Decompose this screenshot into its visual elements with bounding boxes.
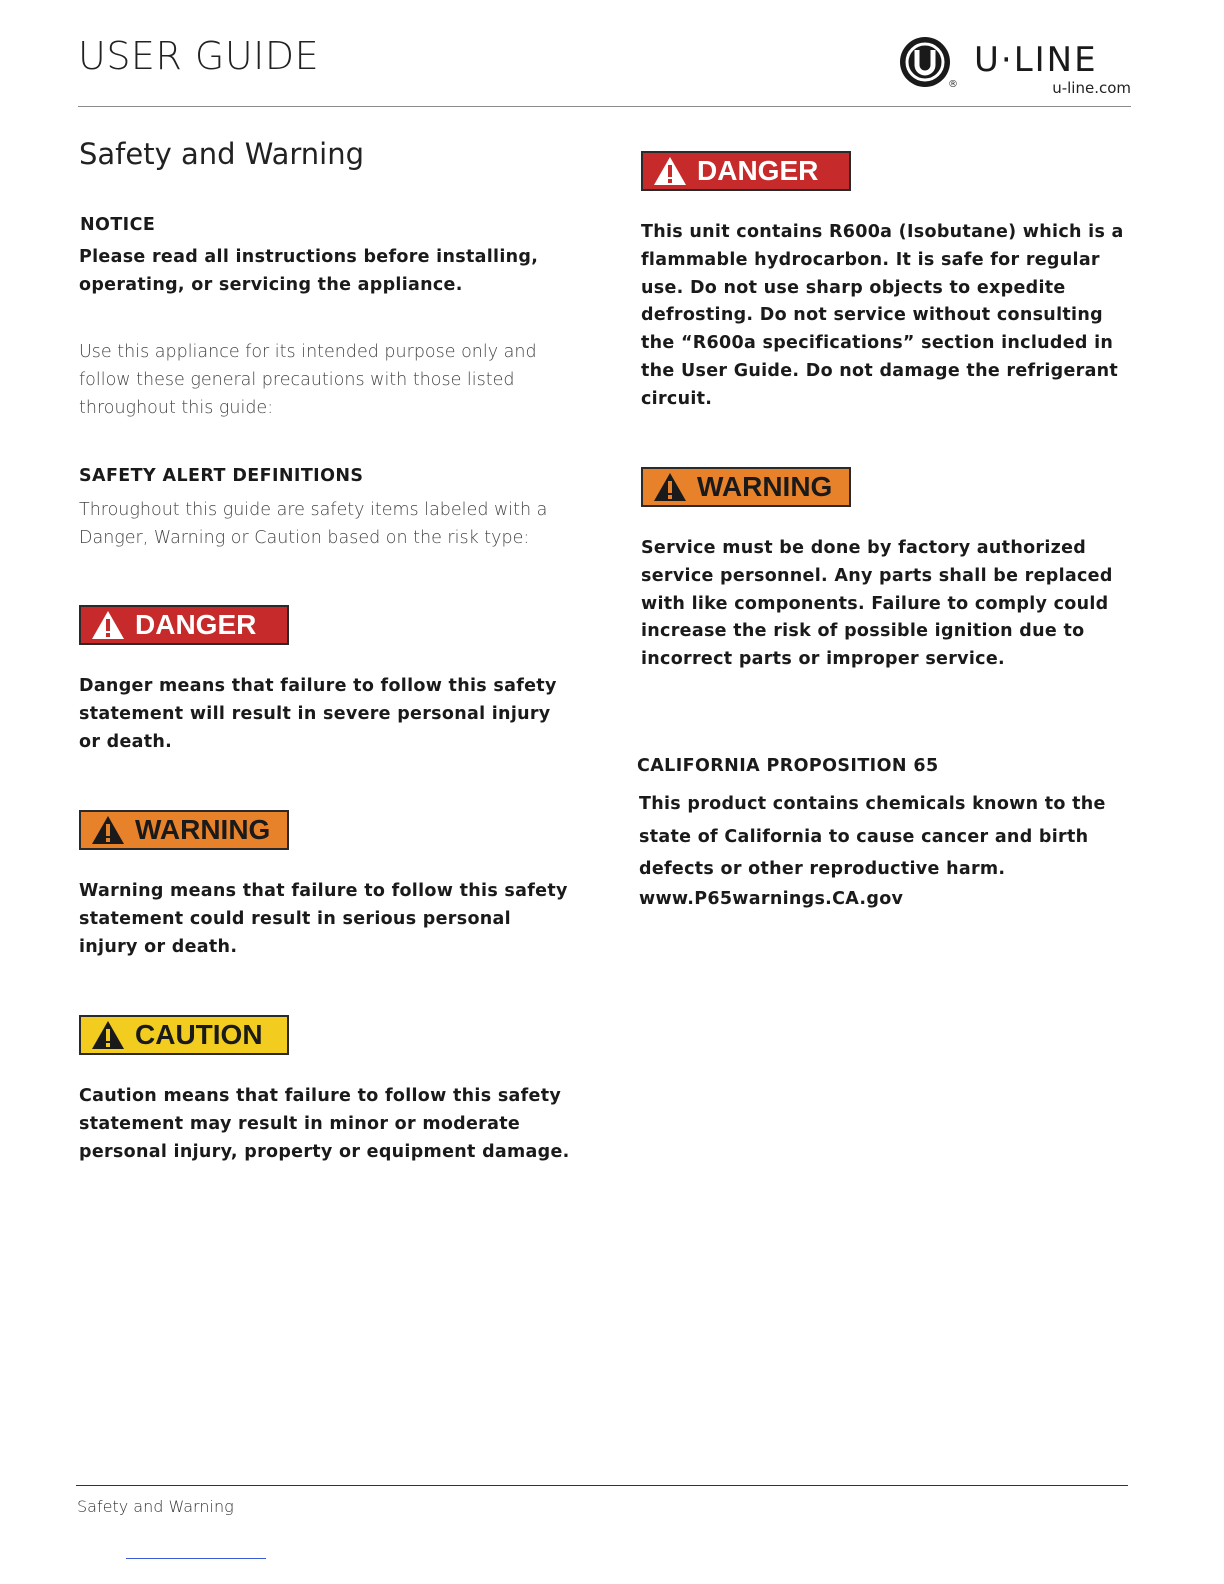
definitions-label: SAFETY ALERT DEFINITIONS — [79, 466, 364, 486]
registered-mark: ® — [948, 79, 958, 90]
brand-url[interactable]: u-line.com — [1052, 79, 1131, 97]
u-line-logo-icon — [899, 36, 951, 88]
warning-triangle-icon — [91, 610, 125, 640]
section-title: Safety and Warning — [79, 137, 364, 171]
warning-sign — [79, 810, 289, 850]
prop65-text: This product contains chemicals known to the state of California to cause cancer and birth defects or other reproductive harm. — [639, 794, 1106, 880]
service-warning-sign-label: WARNING — [697, 471, 833, 502]
header-divider — [78, 106, 1131, 107]
intro-text: Use this appliance for its intended purpose only and follow these general precautions with those listed throughout this guide: — [79, 342, 537, 418]
footer-link-underline — [126, 1558, 266, 1559]
brand-name: U·LINE — [974, 40, 1098, 80]
r600a-danger-text: This unit contains R600a (Isobutane) which is a flammable hydrocarbon. It is safe for regular use. Do not use sharp objects to expedite defrosting. Do not service without consulting the “R600a specifications” section included in the User Guide. Do not damage the refrigerant circuit. — [641, 222, 1124, 409]
warning-definition: Warning means that failure to follow this safety statement could result in serious personal injury or death. — [79, 881, 568, 957]
footer-divider — [76, 1485, 1128, 1486]
r600a-danger-sign-label: DANGER — [697, 155, 819, 186]
warning-sign-label: WARNING — [135, 814, 271, 845]
notice-text: Please read all instructions before installing, operating, or servicing the appliance. — [79, 247, 539, 295]
danger-sign — [79, 605, 289, 645]
warning-triangle-icon — [653, 156, 687, 186]
caution-sign — [79, 1015, 289, 1055]
danger-definition: Danger means that failure to follow this safety statement will result in severe personal injury or death. — [79, 676, 557, 752]
caution-sign-label: CAUTION — [135, 1019, 263, 1050]
warning-triangle-icon — [653, 472, 687, 502]
prop65-label: CALIFORNIA PROPOSITION 65 — [637, 756, 939, 776]
danger-sign-label: DANGER — [135, 609, 257, 640]
warning-triangle-icon — [91, 1020, 125, 1050]
definitions-text: Throughout this guide are safety items labeled with a Danger, Warning or Caution based on the risk type: — [79, 500, 548, 548]
caution-definition: Caution means that failure to follow this safety statement may result in minor or moderate personal injury, property or equipment damage. — [79, 1086, 570, 1162]
prop65-link[interactable]: www.P65warnings.CA.gov — [639, 889, 904, 909]
notice-label: NOTICE — [80, 215, 156, 235]
warning-triangle-icon — [91, 815, 125, 845]
r600a-danger-sign — [641, 151, 851, 191]
service-warning-text: Service must be done by factory authorized service personnel. Any parts shall be replaced with like components. Failure to comply could increase the risk of possible ignition due to incorrect parts or improper service. — [641, 538, 1113, 670]
footer-text: Safety and Warning — [77, 1497, 234, 1516]
service-warning-sign — [641, 467, 851, 507]
header-title: USER GUIDE — [78, 34, 320, 78]
